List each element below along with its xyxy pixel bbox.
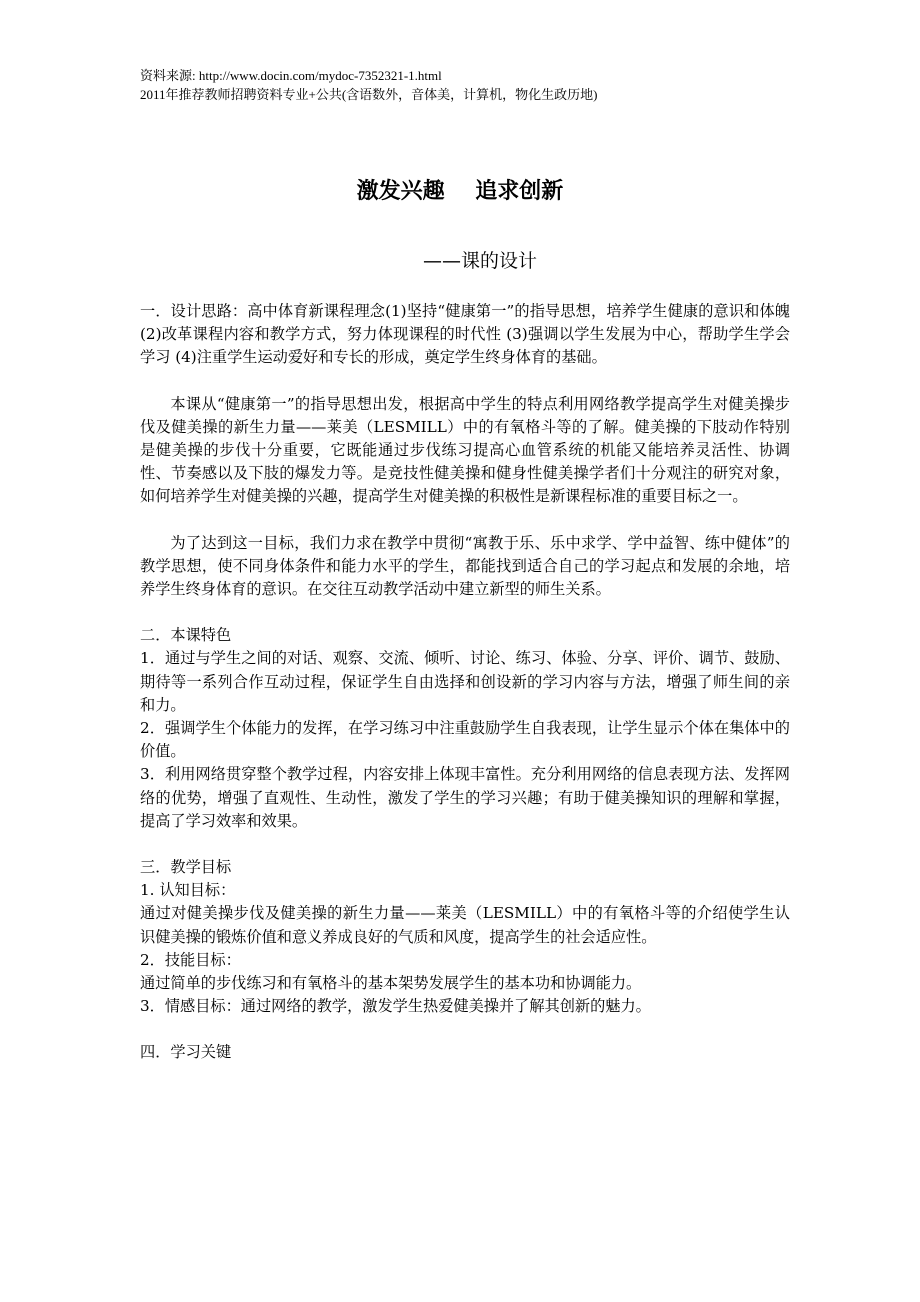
design-idea-paragraph: 一．设计思路：高中体育新课程理念(1)坚持“健康第一”的指导思想，培养学生健康的意识和体魄 (2)改革课程内容和教学方式，努力体现课程的时代性 (3)强调以学生发展为中心，帮助学生学会学习 (4)注重学生运动爱好和专长的形成，奠定学生终身体育的基础。: [140, 302, 790, 367]
objectives-heading: 三．教学目标: [140, 858, 232, 877]
cognitive-goal-text: 通过对健美操步伐及健美操的新生力量——莱美（LESMILL）中的有氧格斗等的介绍使学生认识健美操的锻炼价值和意义养成良好的气质和风度，提高学生的社会适应性。: [140, 904, 790, 946]
paragraph-gap: [140, 1018, 790, 1041]
paragraph-gap: [140, 509, 790, 532]
feature-item-2: 2．强调学生个体能力的发挥，在学习练习中注重鼓励学生自我表现，让学生显示个体在集体中的价值。: [140, 719, 790, 761]
course-intro-paragraph: 本课从“健康第一”的指导思想出发，根据高中学生的特点利用网络教学提高学生对健美操步伐及健美操的新生力量——莱美（LESMILL）中的有氧格斗等的了解。健美操的下肢动作特别是健美操的步伐十分重要，它既能通过步伐练习提高心血管系统的机能又能培养灵活性、协调性、节奏感以及下肢的爆发力等。是竞技性健美操和健身性健美操学者们十分观注的研究对象，如何培养学生对健美操的兴趣，提高学生对健美操的积极性是新课程标准的重要目标之一。: [140, 394, 790, 506]
document-body: [140, 300, 790, 1065]
paragraph-gap: [140, 601, 790, 624]
document-title: 激发兴趣 追求创新: [356, 179, 564, 204]
source-line: 资料来源: http://www.docin.com/mydoc-7352321-1.html: [140, 68, 442, 83]
emotional-goal: 3．情感目标：通过网络的教学，激发学生热爱健美操并了解其创新的魅力。: [140, 997, 651, 1016]
skill-goal-text: 通过简单的步伐练习和有氧格斗的基本架势发展学生的基本功和协调能力。: [140, 974, 642, 993]
features-heading: 二．本课特色: [140, 626, 232, 645]
paragraph-gap: [140, 370, 790, 393]
document-subtitle: ——课的设计: [422, 250, 537, 272]
paragraph-gap: [140, 833, 790, 856]
cognitive-goal-label: 1. 认知目标：: [140, 881, 236, 900]
feature-item-1: 1．通过与学生之间的对话、观察、交流、倾听、讨论、练习、体验、分享、评价、调节、鼓励、期待等一系列合作互动过程，保证学生自由选择和创设新的学习内容与方法，增强了师生间的亲和力。: [140, 649, 790, 714]
skill-goal-label: 2．技能目标：: [140, 950, 241, 969]
learning-key-heading: 四．学习关键: [140, 1043, 232, 1062]
goal-approach-paragraph: 为了达到这一目标，我们力求在教学中贯彻“寓教于乐、乐中求学、学中益智、练中健体”的教学思想，使不同身体条件和能力水平的学生，都能找到适合自己的学习起点和发展的余地，培养学生终身体育的意识。在交往互动教学活动中建立新型的师生关系。: [140, 533, 790, 599]
feature-item-3: 3．利用网络贯穿整个教学过程，内容安排上体现丰富性。充分利用网络的信息表现方法、发挥网络的优势，增强了直观性、生动性，激发了学生的学习兴趣；有助于健美操知识的理解和掌握，提高了学习效率和效果。: [140, 765, 790, 830]
note-line: 2011年推荐教师招聘资料专业+公共(含语数外，音体美，计算机，物化生政历地): [140, 87, 598, 102]
document-header: [140, 66, 598, 104]
